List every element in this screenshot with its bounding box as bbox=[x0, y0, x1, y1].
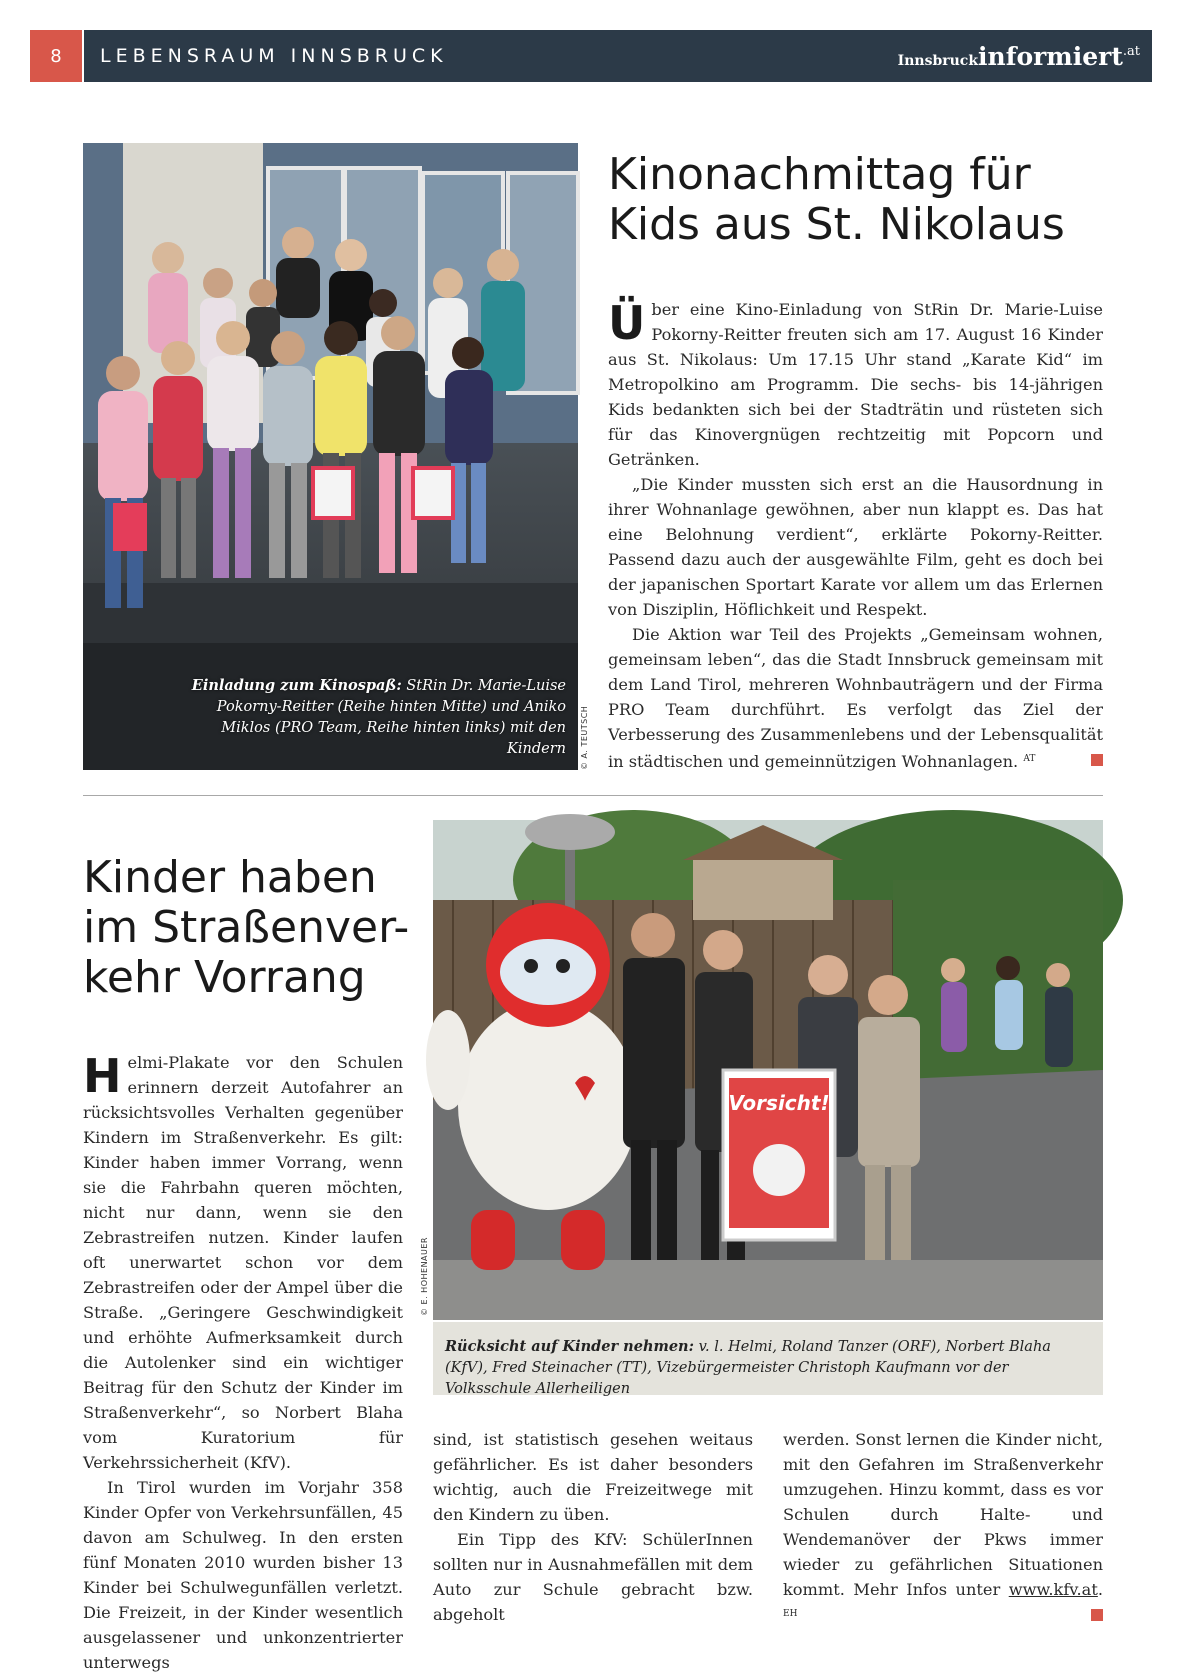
header-bar bbox=[84, 30, 1152, 82]
paragraph: elmi-Plakate vor den Schulen erinnern derzeit Autofahrer an rücksichtsvolles Verhalten gegenüber Kindern im Straßenverkehr. Es gilt: Kinder haben immer Vorrang, wenn sie die Fahrbahn queren möchten, nicht nur dann, wenn sie den Zebrastreifen nutzen. Kinder laufen oft unerwartet schon vor dem Zebrastreifen oder der Ampel über die Straße. „Geringere Geschwindigkeit und erhöhte Aufmerksamkeit durch die Autolenker sind ein wichtiger Beitrag für den Schutz der Kinder im Straßenverkehr“, so Norbert Blaha vom Kuratorium für Verkehrssicherheit (KfV). bbox=[83, 1053, 403, 1472]
paragraph: sind, ist statistisch gesehen weitaus gefährlicher. Es ist daher besonders wichtig, auch die Freizeitwege mit den Kindern zu üben. bbox=[433, 1430, 753, 1524]
photo-credit: © A. TEUTSCH bbox=[580, 705, 589, 770]
headline-kino bbox=[608, 150, 1108, 250]
page-number: 8 bbox=[30, 30, 82, 82]
caption-text: StRin Dr. Marie-Luise Pokorny-Reitter (Reihe hinten Mitte) und Aniko Miklos (PRO Team, Reihe hinten links) mit den Kindern bbox=[216, 678, 566, 757]
article-divider bbox=[83, 795, 1103, 796]
section-title: LEBENSRAUM INNSBRUCK bbox=[100, 45, 448, 67]
headline-line: kehr Vorrang bbox=[83, 952, 366, 1003]
paragraph: Die Aktion war Teil des Projekts „Gemeinsam wohnen, gemeinsam leben“, das die Stadt Innsbruck gemeinsam mit dem Land Tirol, mehreren Wohnbauträgern und der Firma PRO Team durchführt. Es verfolgt das Ziel der Verbesserung des Zusammenlebens und der Lebensqualität in städtischen und gemeinnützigen Wohnanlagen. bbox=[608, 625, 1103, 771]
end-mark-icon bbox=[1091, 754, 1103, 766]
headline-line: im Straßenver- bbox=[83, 902, 410, 953]
helmi-photo-illustration bbox=[433, 820, 1103, 1320]
brand-main: informiert bbox=[978, 42, 1123, 71]
punctuation: . bbox=[1097, 1580, 1103, 1599]
paragraph: ber eine Kino-Einladung von StRin Dr. Marie-Luise Pokorny-Reitter freuten sich am 17. August 16 Kinder aus St. Nikolaus: Um 17.15 Uhr stand „Karate Kid“ im Metropolkino am Programm. Die sechs- bis 14-jährigen Kids bedankten sich bei der Stadträtin und rüsteten sich für das Kinovergnügen rechtzeitig mit Popcorn und Getränken. bbox=[608, 300, 1103, 469]
article-kino-body bbox=[608, 297, 1103, 774]
end-mark-icon bbox=[1091, 1609, 1103, 1621]
dropcap: Ü bbox=[608, 296, 646, 350]
headline-line: Kinder haben bbox=[83, 852, 377, 903]
helmi-school-photo bbox=[433, 820, 1103, 1320]
cinema-group-photo bbox=[83, 143, 578, 770]
caption-lead: Rücksicht auf Kinder nehmen: bbox=[445, 1338, 694, 1355]
brand-suffix: .at bbox=[1122, 44, 1140, 59]
paragraph: Ein Tipp des KfV: SchülerInnen sollten nur in Ausnahmefällen mit dem Auto zur Schule gebracht bzw. abgeholt bbox=[433, 1530, 753, 1624]
brand-prefix: Innsbruck bbox=[897, 53, 979, 69]
photo-caption-helmi bbox=[433, 1322, 1103, 1395]
kfv-link[interactable]: www.kfv.at bbox=[1008, 1580, 1098, 1599]
caption-lead: Einladung zum Kinospaß: bbox=[191, 677, 402, 694]
article-verkehr-col3 bbox=[783, 1427, 1103, 1629]
author-initials: EH bbox=[783, 1609, 798, 1619]
paragraph: „Die Kinder mussten sich erst an die Hausordnung in ihrer Wohnanlage gewöhnen, aber nun klappt es. Das hat eine Belohnung verdient“, erklärte Pokorny-Reitter. Passend dazu auch der ausgewählte Film, geht es doch bei der japanischen Sportart Karate vor allem um das Erlernen von Disziplin, Höflichkeit und Respekt. bbox=[608, 475, 1103, 619]
article-verkehr-col2 bbox=[433, 1427, 753, 1627]
headline-line: Kids aus St. Nikolaus bbox=[608, 199, 1065, 250]
brand-logo bbox=[898, 42, 1140, 71]
photo-caption-kino bbox=[186, 675, 566, 760]
dropcap: H bbox=[83, 1049, 122, 1103]
headline-line: Kinonachmittag für bbox=[608, 149, 1031, 200]
photo-credit: © E. HOHENAUER bbox=[420, 1237, 429, 1316]
author-initials: AT bbox=[1023, 754, 1036, 764]
paragraph: In Tirol wurden im Vorjahr 358 Kinder Opfer von Verkehrsunfällen, 45 davon am Schulweg. In den ersten fünf Monaten 2010 wurden bisher 13 Kinder bei Schulwegunfällen verletzt. Die Freizeit, in der Kinder wesentlich ausgelassener und unkonzentrierter unterwegs bbox=[83, 1478, 403, 1672]
caption-text: v. l. Helmi, Roland Tanzer (ORF), Norbert Blaha (KfV), Fred Steinacher (TT), Vizebürgermeister Christoph Kaufmann vor der Volksschule Allerheiligen bbox=[445, 1339, 1051, 1397]
sign-text: Vorsicht! bbox=[728, 1091, 830, 1115]
paragraph: werden. Sonst lernen die Kinder nicht, mit den Gefahren im Straßenverkehr umzugehen. Hinzu kommt, dass es vor Schulen durch Halte- und Wendemanöver der Pkws immer wieder zu gefährlichen Situationen kommt. Mehr Infos unter bbox=[783, 1430, 1103, 1599]
article-verkehr-col1 bbox=[83, 1050, 403, 1675]
headline-verkehr bbox=[83, 853, 423, 1003]
